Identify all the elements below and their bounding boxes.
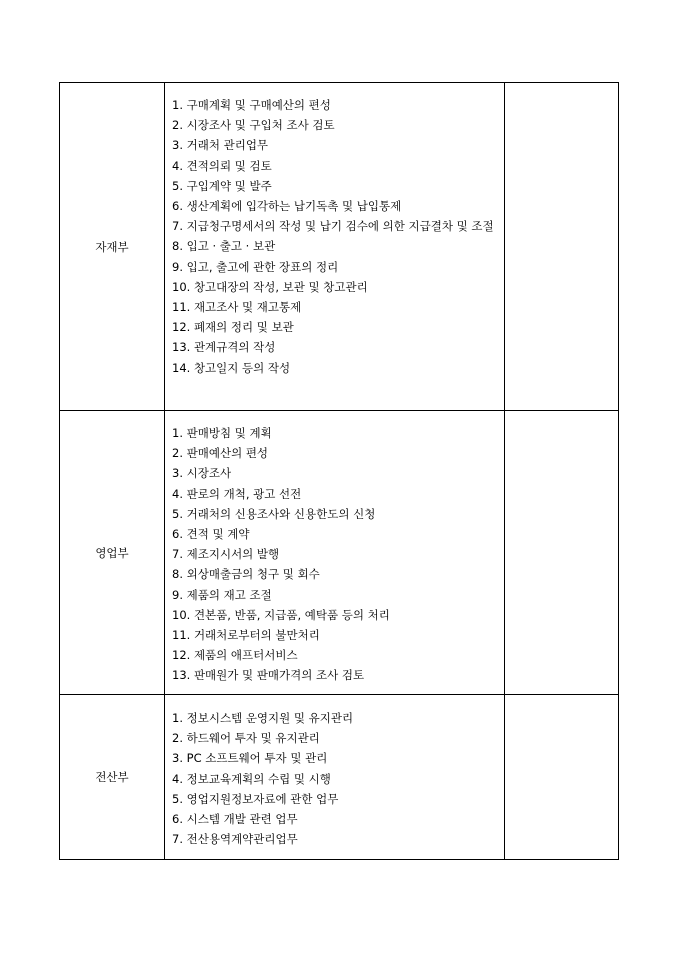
duty-item: 13. 관계규격의 작성 [172,340,276,355]
table-row [60,83,619,411]
duty-item: 2. 판매예산의 편성 [172,446,269,461]
duty-list-cell [165,83,505,411]
duty-item: 2. 하드웨어 투자 및 유지관리 [172,731,320,746]
duty-item: 12. 제품의 애프터서비스 [172,648,298,663]
duty-item: 7. 지급청구명세서의 작성 및 납기 검수에 의한 지급결차 및 조절 [172,219,494,234]
duty-item: 9. 제품의 재고 조절 [172,587,272,602]
duty-item: 11. 재고조사 및 재고통제 [172,300,302,315]
duty-list-cell [165,695,505,860]
duty-item: 2. 시장조사 및 구입처 조사 검토 [172,118,335,133]
duty-item: 7. 전산용역계약관리업무 [172,832,298,847]
duty-item: 5. 구입계약 및 발주 [172,178,272,193]
duty-item: 1. 정보시스템 운영지원 및 유지관리 [172,711,354,725]
duty-item: 3. 거래처 관리업무 [172,138,269,153]
duty-list-cell [165,411,505,695]
duty-item: 4. 견적의뢰 및 검토 [172,158,272,173]
table-row [60,695,619,860]
duty-item: 8. 외상매출금의 청구 및 회수 [172,567,320,582]
duty-item: 11. 거래처로부터의 불만처리 [172,628,320,643]
table-row [60,411,619,695]
duty-list [165,695,504,849]
department-name: 영업부 [60,411,165,695]
duty-item: 3. PC 소프트웨어 투자 및 관리 [172,751,328,766]
duty-item: 1. 판매방침 및 계획 [172,426,272,440]
duty-item: 10. 견본품, 반품, 지급품, 예탁품 등의 처리 [172,607,390,622]
department-name: 전산부 [60,695,165,860]
duty-item: 7. 제조지시서의 발행 [172,547,280,562]
duty-list [165,411,504,686]
department-duties-table [59,82,619,860]
duty-item: 13. 판매원가 및 판매가격의 조사 검토 [172,668,365,683]
duty-item: 10. 창고대장의 작성, 보관 및 창고관리 [172,279,368,294]
duty-item: 6. 견적 및 계약 [172,527,250,542]
duty-item: 6. 시스템 개발 관련 업무 [172,812,298,827]
duty-item: 14. 창고일지 등의 작성 [172,360,291,375]
duty-item: 12. 폐재의 정리 및 보관 [172,320,294,335]
duty-item: 4. 판로의 개척, 광고 선전 [172,486,302,501]
duty-item: 5. 영업지원정보자료에 관한 업무 [172,791,339,806]
note-cell [505,83,619,411]
duty-item: 9. 입고, 출고에 관한 장표의 정리 [172,259,339,274]
duty-item: 3. 시장조사 [172,466,232,481]
duty-item: 4. 정보교육계획의 수립 및 시행 [172,771,331,786]
duty-item: 6. 생산계획에 입각하는 납기독촉 및 납입통제 [172,199,402,214]
department-name: 자재부 [60,83,165,411]
duty-item: 1. 구매계획 및 구매예산의 편성 [172,98,331,112]
duty-list [165,83,504,378]
duty-item: 8. 입고 · 출고 · 보관 [172,239,276,254]
duty-item: 5. 거래처의 신용조사와 신용한도의 신청 [172,506,376,521]
note-cell [505,411,619,695]
note-cell [505,695,619,860]
